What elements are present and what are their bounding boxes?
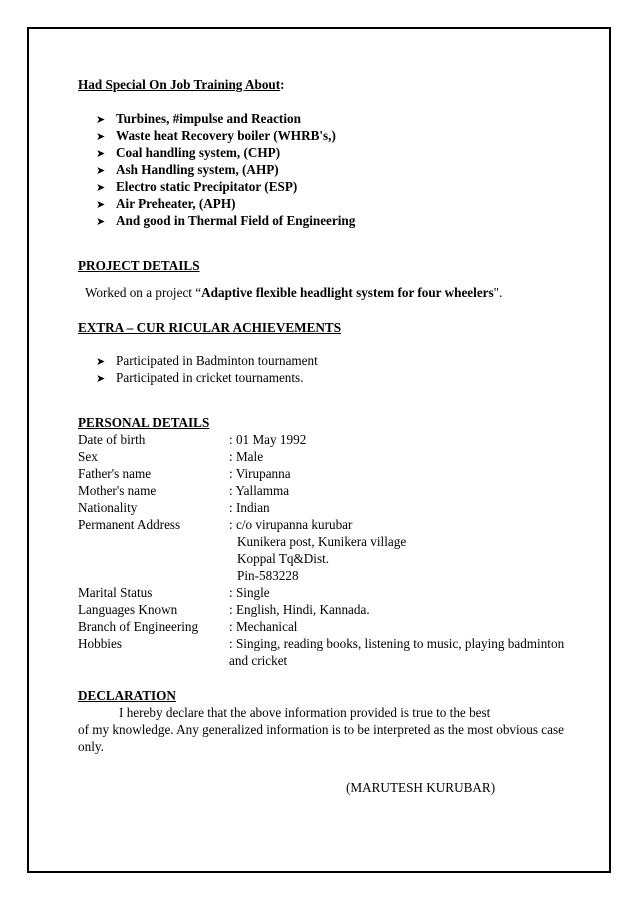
detail-value: : Indian [229, 500, 270, 515]
arrow-bullet-icon: ➤ [96, 147, 106, 160]
arrow-bullet-icon: ➤ [96, 164, 106, 177]
list-item-text: Air Preheater, (APH) [116, 196, 236, 211]
list-item [96, 196, 236, 212]
arrow-bullet-icon: ➤ [96, 113, 106, 126]
address-line: Koppal Tq&Dist. [237, 551, 330, 566]
detail-label: Nationality [78, 500, 138, 515]
arrow-bullet-icon: ➤ [96, 355, 106, 368]
detail-value: : Yallamma [229, 483, 290, 498]
list-item [96, 370, 304, 386]
detail-value: : Virupanna [229, 466, 291, 481]
arrow-bullet-icon: ➤ [96, 130, 106, 143]
declaration-line: of my knowledge. Any generalized information is to be interpreted as the most obvious case [78, 722, 564, 737]
list-item [96, 213, 355, 229]
declaration-line: only. [78, 739, 104, 754]
list-item [96, 128, 336, 144]
list-item-text: Waste heat Recovery boiler (WHRB's,) [116, 128, 336, 143]
list-item-text: Electro static Precipitator (ESP) [116, 179, 298, 194]
address-line: Pin-583228 [237, 568, 299, 583]
list-item [96, 353, 318, 369]
detail-value: : Male [229, 449, 264, 464]
signature: (MARUTESH KURUBAR) [346, 780, 496, 795]
detail-value: : Mechanical [229, 619, 298, 634]
project-heading: PROJECT DETAILS [78, 258, 200, 273]
detail-label: Date of birth [78, 432, 146, 447]
extra-heading: EXTRA – CUR RICULAR ACHIEVEMENTS [78, 320, 342, 335]
detail-value: : Single [229, 585, 270, 600]
training-heading [78, 77, 285, 93]
list-item-text: Turbines, #impulse and Reaction [116, 111, 301, 126]
hobbies-continuation: and cricket [229, 653, 288, 668]
list-item-text: Coal handling system, (CHP) [116, 145, 281, 160]
project-suffix: ". [493, 285, 503, 300]
arrow-bullet-icon: ➤ [96, 181, 106, 194]
detail-label: Languages Known [78, 602, 178, 617]
list-item [96, 162, 279, 178]
declaration-line: I hereby declare that the above information provided is true to the best [119, 705, 491, 720]
address-line: Kunikera post, Kunikera village [237, 534, 407, 549]
detail-label: Permanent Address [78, 517, 181, 532]
arrow-bullet-icon: ➤ [96, 198, 106, 211]
list-item [96, 145, 280, 161]
detail-label: Sex [78, 449, 98, 464]
list-item-text: Participated in cricket tournaments. [116, 370, 304, 385]
list-item-text: Ash Handling system, (AHP) [116, 162, 279, 177]
project-title: Adaptive flexible headlight system for four wheelers [201, 285, 494, 300]
personal-heading: PERSONAL DETAILS [78, 415, 210, 430]
training-heading-text: Had Special On Job Training About [78, 77, 281, 92]
list-item-text: And good in Thermal Field of Engineering [116, 213, 356, 228]
detail-label: Branch of Engineering [78, 619, 199, 634]
list-item [96, 179, 297, 195]
detail-value: : c/o virupanna kurubar [229, 517, 353, 532]
detail-label: Mother's name [78, 483, 157, 498]
detail-value: : Singing, reading books, listening to music, playing badminton [229, 636, 565, 651]
project-description [85, 285, 502, 301]
arrow-bullet-icon: ➤ [96, 215, 106, 228]
detail-value: : 01 May 1992 [229, 432, 307, 447]
list-item [96, 111, 301, 127]
detail-label: Hobbies [78, 636, 122, 651]
detail-value: : English, Hindi, Kannada. [229, 602, 370, 617]
declaration-heading: DECLARATION [78, 688, 176, 703]
training-heading-colon: : [280, 77, 285, 92]
detail-label: Marital Status [78, 585, 153, 600]
detail-label: Father's name [78, 466, 152, 481]
list-item-text: Participated in Badminton tournament [116, 353, 318, 368]
arrow-bullet-icon: ➤ [96, 372, 106, 385]
project-prefix: Worked on a project “ [85, 285, 202, 300]
